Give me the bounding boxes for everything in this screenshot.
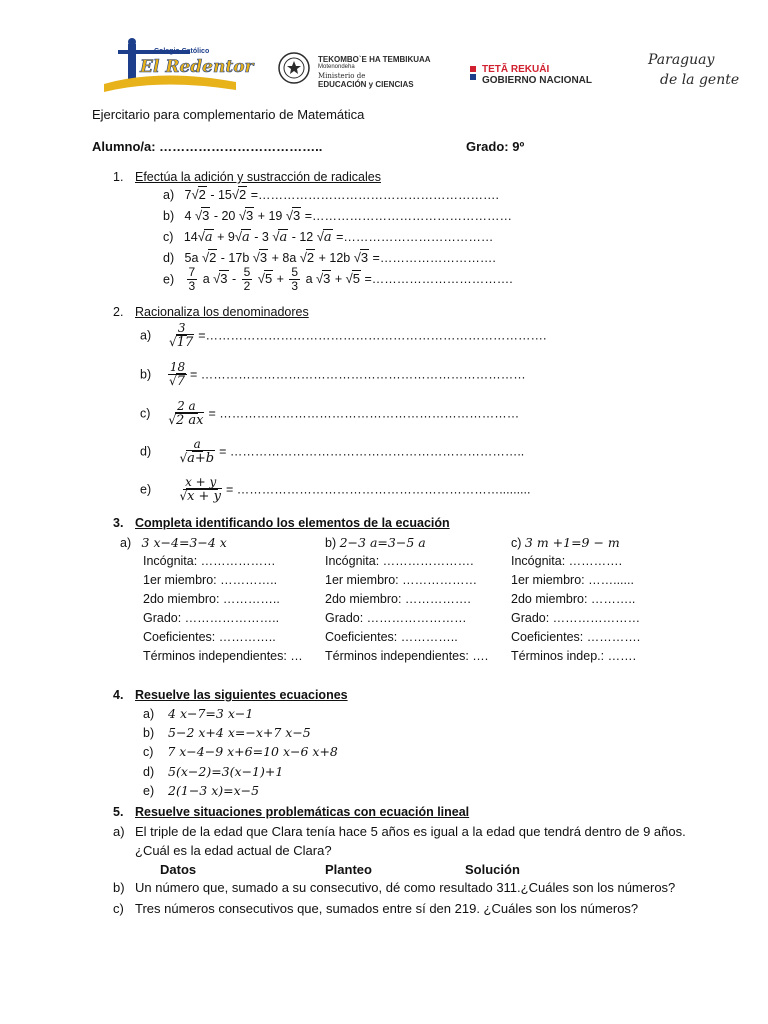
s2-item-c: c) $\frac{2 a}{√2 ax}$ = ………………………………………………………………: [140, 399, 520, 428]
gov-line1: TETÃ REKUÁI: [482, 64, 550, 75]
fraction-numerator: a: [193, 437, 201, 451]
s5-b-label: b): [113, 880, 125, 895]
s4-item-a: [143, 706, 253, 721]
s3-col-b-header: [325, 535, 426, 550]
s5-c-label: c): [113, 901, 124, 916]
s3-b-row-grado: Grado: ……………………: [325, 611, 467, 625]
section-3-title: Completa identificando los elementos de la ecuación: [135, 516, 450, 530]
equation: 5−2 x+4 x=−x+7 x−5: [168, 725, 311, 740]
section-1-number: 1.: [113, 170, 124, 184]
s3-col-a-header: [120, 535, 227, 550]
item-label: e): [143, 784, 155, 798]
s3-c-row-incognita: Incógnita: ………….: [511, 554, 623, 568]
s4-item-b: [143, 725, 311, 740]
s5-b-text: Un número que, sumado a su consecutivo, dé como resultado 311.¿Cuáles son los números?: [135, 880, 676, 895]
flag-icon: [470, 66, 476, 80]
s3-a-row-terminos: Términos independientes: …: [143, 649, 303, 663]
fraction-denominator: a+b: [187, 451, 215, 466]
answer-line: = ……………………………………………………………..: [219, 444, 525, 459]
s1-item-a: a) 7√2 - 15√2 =………………………………………………….: [163, 187, 500, 202]
section-2-title: Racionaliza los denominadores: [135, 305, 309, 319]
s5-c-text: Tres números consecutivos que, sumados entre sí den 219. ¿Cuáles son los números?: [135, 901, 639, 916]
ministry-top: TEKOMBO`E HA TEMBIKUAA: [318, 55, 431, 64]
fraction-numerator: x + y: [185, 475, 217, 489]
s3-a-row-coef: Coeficientes: …………..: [143, 630, 276, 644]
s4-item-e: [143, 783, 259, 798]
s1-item-c: c) 14√a + 9√a - 3 √a - 12 √a =………………………………: [163, 229, 494, 245]
fraction-denominator: 2 ax: [175, 413, 204, 428]
equation: 7 x−4−9 x+6=10 x−6 x+8: [167, 744, 338, 759]
section-1-title: Efectúa la adición y sustracción de radicales: [135, 170, 381, 184]
item-label: a): [143, 707, 155, 721]
s3-c-row-grado: Grado: …………………: [511, 611, 641, 625]
s3-a-row-grado: Grado: …………………..: [143, 611, 280, 625]
grade-label: Grado: 9º: [466, 139, 525, 154]
s5-a-line1: El triple de la edad que Clara tenía hace 5 años es igual a la edad que tendrá dentro de 9 años.: [135, 824, 686, 839]
item-label: b): [140, 367, 152, 382]
s3-b-row-terminos: Términos independientes: ….: [325, 649, 489, 663]
answer-line: =……………………………………………………………………….: [198, 328, 547, 343]
item-label: e): [140, 482, 152, 497]
fraction-denominator: 17: [176, 335, 194, 350]
s5-a-label: a): [113, 824, 125, 839]
s3-c-row-1er: 1er miembro: ……......: [511, 573, 634, 587]
s4-item-d: [143, 764, 283, 779]
item-label: c): [511, 536, 522, 550]
item-label: d): [140, 444, 152, 459]
s3-a-row-incognita: Incógnita: ………………: [143, 554, 276, 568]
item-label: c): [163, 230, 174, 244]
col-planteo: Planteo: [325, 862, 372, 877]
ministry-sub: Motenondeha: [318, 64, 355, 70]
s4-item-c: [143, 744, 338, 759]
fraction-denominator: 7: [176, 374, 185, 389]
school-name: El Redentor: [140, 57, 254, 77]
equation: 3 x−4=3−4 x: [141, 535, 227, 550]
answer-line: = ……………………………………………………………………: [189, 367, 526, 382]
s3-b-row-coef: Coeficientes: …………..: [325, 630, 458, 644]
s3-a-row-1er: 1er miembro: …………..: [143, 573, 278, 587]
item-label: b): [143, 726, 155, 740]
s3-c-row-2do: 2do miembro: ………..: [511, 592, 636, 606]
gov-line2: GOBIERNO NACIONAL: [482, 75, 592, 86]
col-solucion: Solución: [465, 862, 520, 877]
s5-a-line2: ¿Cuál es la edad actual de Clara?: [135, 843, 332, 858]
item-label: a): [140, 328, 152, 343]
answer-line: =………………………………: [332, 230, 494, 244]
section-5-number: 5.: [113, 805, 124, 819]
slogan-line1: Paraguay: [648, 52, 715, 68]
section-4-title: Resuelve las siguientes ecuaciones: [135, 688, 348, 702]
fraction-denominator: x + y: [187, 489, 221, 504]
s2-item-a: a) $\frac{3}{√17}$ =……………………………………………………………………….: [140, 321, 547, 350]
ministry-seal-icon: [278, 52, 310, 84]
section-4-number: 4.: [113, 688, 124, 702]
equation: 5(x−2)=3(x−1)+1: [168, 764, 284, 779]
answer-line: =…………………………….: [361, 271, 513, 286]
s3-b-row-2do: 2do miembro: …………….: [325, 592, 471, 606]
s3-b-row-incognita: Incógnita: ………………….: [325, 554, 474, 568]
s3-col-c-header: [511, 535, 620, 550]
item-label: e): [163, 272, 175, 287]
document-title: Ejercitario para complementario de Matemática: [92, 107, 365, 122]
item-label: a): [120, 536, 132, 550]
slogan-line2: de la gente: [660, 72, 740, 88]
equation: 3 m +1=9 − m: [524, 535, 620, 550]
item-label: b): [163, 209, 175, 223]
fraction-numerator: 18: [169, 360, 186, 374]
answer-line: =……………………….: [369, 251, 496, 265]
ministry-line2: Ministerio de: [318, 72, 366, 80]
answer-line: =………………………………………………….: [247, 188, 500, 202]
col-datos: Datos: [160, 862, 197, 877]
item-label: d): [143, 765, 155, 779]
answer-line: =…………………………………………: [301, 209, 513, 223]
ministry-line3: EDUCACIÓN y CIENCIAS: [318, 80, 414, 89]
fraction-numerator: 2 a: [177, 399, 196, 413]
item-label: c): [140, 406, 151, 421]
s3-c-row-coef: Coeficientes: ………….: [511, 630, 641, 644]
s2-item-b: b) $\frac{18}{√7}$ = ……………………………………………………………………: [140, 360, 526, 389]
equation: 2(1−3 x)=x−5: [168, 783, 260, 798]
item-label: a): [163, 188, 175, 202]
student-label: Alumno/a: ………………………………..: [92, 139, 323, 154]
s1-item-b: b) 4 √3 - 20 √3 + 19 √3 =…………………………………………: [163, 208, 513, 223]
s3-b-row-1er: 1er miembro: ………………: [325, 573, 478, 587]
s3-a-row-2do: 2do miembro: …………..: [143, 592, 280, 606]
section-3-number: 3.: [113, 516, 124, 530]
s3-c-row-terminos: Términos indep.: …….: [511, 649, 637, 663]
answer-line: = ……………………………………………………….........: [225, 482, 531, 497]
school-logo: [100, 36, 254, 94]
item-label: c): [143, 745, 154, 759]
equation: 4 x−7=3 x−1: [168, 706, 254, 721]
s2-item-d: d) $\frac{a}{√a+b}$ = ……………………………………………………………..: [140, 437, 525, 466]
item-label: d): [163, 251, 175, 265]
s1-item-e: e) $\frac{7}{3}$ a √3 - $\frac{5}{2}$ √5 + $\frac{5}{3}$ a √3 + √5 =…………………………….: [163, 265, 513, 293]
fraction-numerator: 3: [177, 321, 186, 335]
school-name-small: Colegio Católico: [154, 48, 210, 55]
section-5-title: Resuelve situaciones problemáticas con ecuación lineal: [135, 805, 470, 819]
s1-item-d: d) 5a √2 - 17b √3 + 8a √2 + 12b √3 =……………………….: [163, 250, 496, 265]
equation: 2−3 a=3−5 a: [339, 535, 426, 550]
item-label: b): [325, 536, 337, 550]
section-2-number: 2.: [113, 305, 124, 319]
answer-line: = ………………………………………………………………: [208, 406, 520, 421]
s2-item-e: e) $\frac{x + y}{√x + y}$ = ……………………………………………………….........: [140, 475, 531, 504]
